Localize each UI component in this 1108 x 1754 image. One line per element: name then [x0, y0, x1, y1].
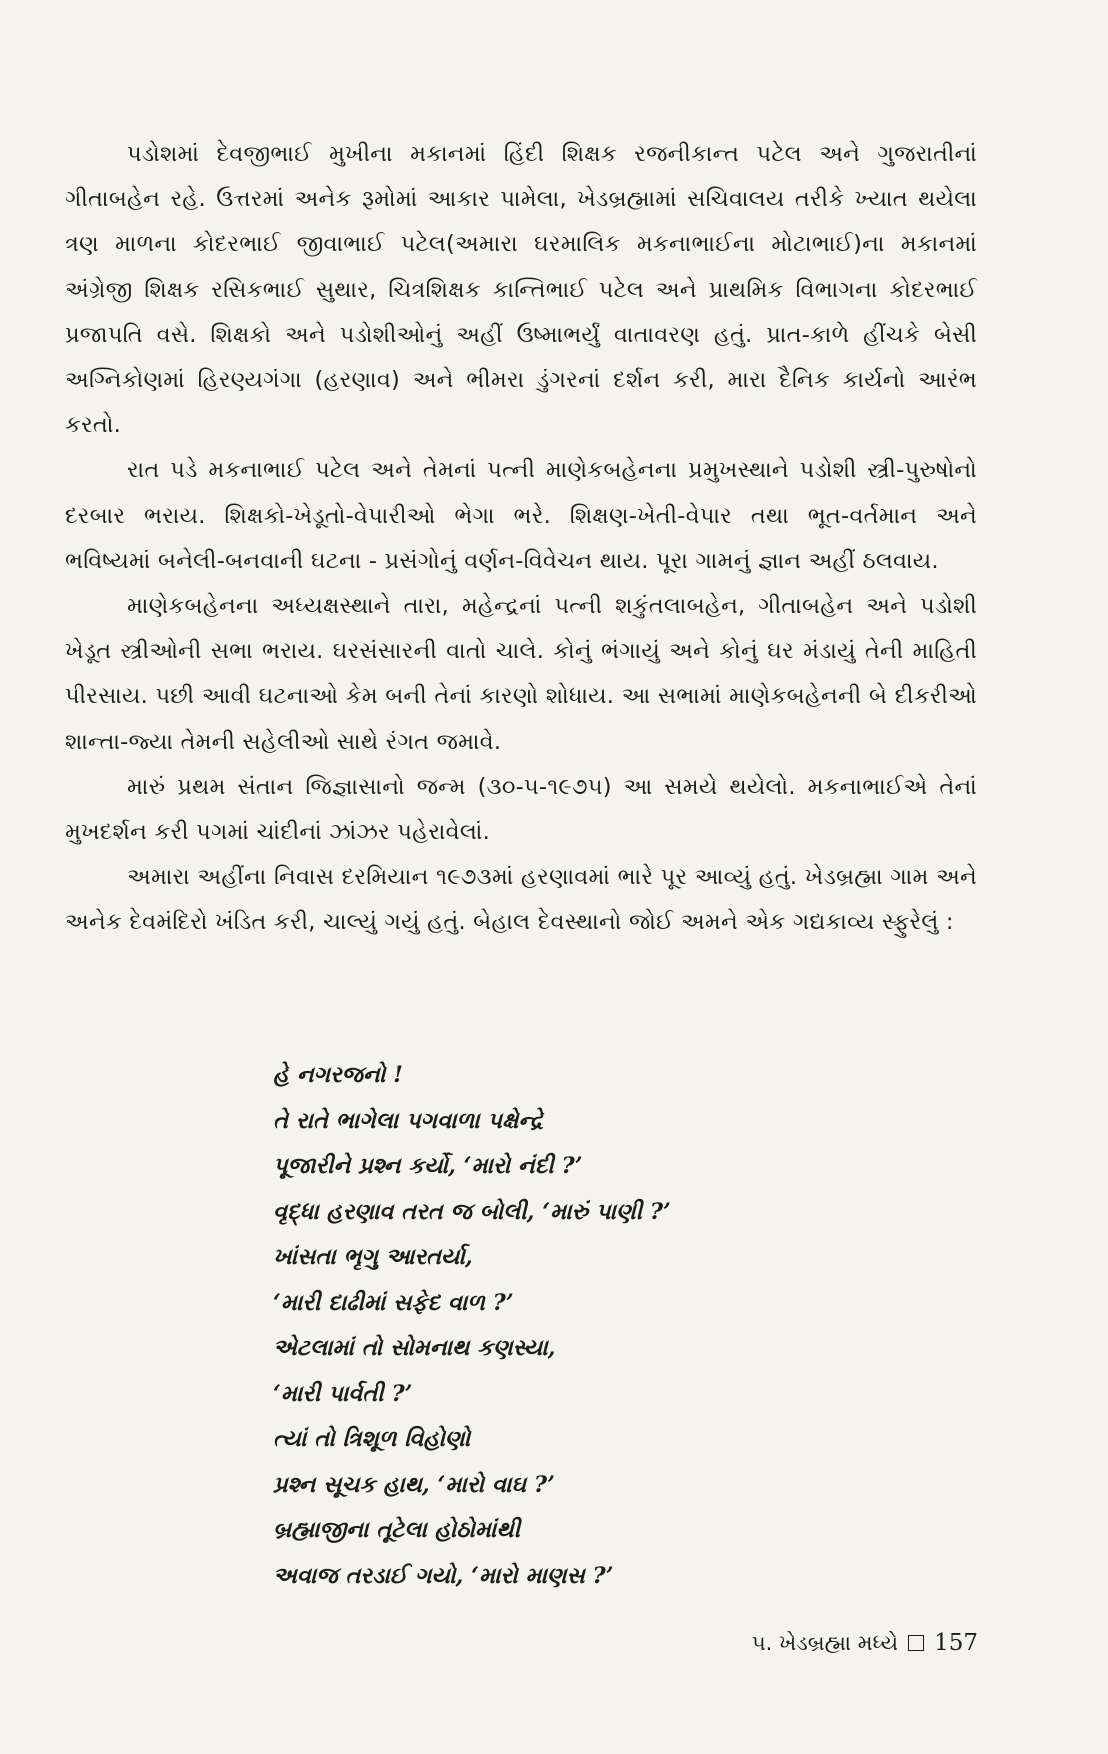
paragraph: રાત પડે મકનાભાઈ પટેલ અને તેમનાં પત્ની માણેકબહેનના પ્રમુખસ્થાને પડોશી સ્ત્રી-પુરુષોનો દરબાર ભરાય. શિક્ષકો-ખેડૂતો-વેપારીઓ ભેગા ભરે. શિક્ષણ-ખેતી-વેપાર તથા ભૂત-વર્તમાન અને ભવિષ્યમાં બનેલી-બનવાની ઘટના - પ્રસંગોનું વર્ણન-વિવેચન થાય. પૂરા ગામનું જ્ઞાન અહીં ઠલવાય.	[65, 457, 977, 574]
poem-line: વૃદ્ધા હરણાવ તરત જ બોલી, ‘મારું પાણી ?’	[273, 1198, 671, 1225]
page-number: 157	[934, 1630, 978, 1656]
poem-line: ‘મારી પાર્વતી ?’	[273, 1380, 413, 1407]
poem-line: તે રાતે ભાગેલા પગવાળા પક્ષેન્દ્રે	[273, 1107, 543, 1134]
poem-line: ત્યાં તો ત્રિશૂળ વિહોણો	[273, 1426, 471, 1452]
poem-block	[273, 1053, 793, 1599]
poem-line: ‘મારી દાઢીમાં સફેદ વાળ ?’	[273, 1289, 514, 1316]
box-icon	[908, 1635, 924, 1651]
paragraph: અમારા અહીંના નિવાસ દરમિયાન ૧૯૭૩માં હરણાવમાં ભારે પૂર આવ્યું હતું. ખેડબ્રહ્મા ગામ અને અનેક દેવમંદિરો ખંડિત કરી, ચાલ્યું ગયું હતું. બેહાલ દેવસ્થાનો જોઈ અમને એક ગદ્યકાવ્ય સ્ફુરેલું :	[65, 864, 977, 936]
poem-line: બ્રહ્માજીના તૂટેલા હોઠોમાંથી	[273, 1517, 521, 1543]
poem-line: પૂજારીને પ્રશ્ન કર્યો, ‘મારો નંદી ?’	[273, 1153, 583, 1179]
poem-line: એટલામાં તો સોમનાથ કણસ્યા,	[273, 1335, 556, 1361]
poem-line: અવાજ તરડાઈ ગયો, ‘મારો માણસ ?’	[273, 1562, 614, 1589]
poem-line: પ્રશ્ન સૂચક હાથ, ‘મારો વાઘ ?’	[273, 1471, 555, 1498]
poem-line: હે નગરજનો !	[273, 1062, 404, 1088]
chapter-title: ૫. ખેડબ્રહ્મા મધ્યે	[751, 1630, 899, 1655]
poem-line: ખાંસતા ભૃગુ આરતર્યા,	[273, 1244, 473, 1270]
paragraph: પડોશમાં દેવજીભાઈ મુખીના મકાનમાં હિંદી શિક્ષક રજનીકાન્ત પટેલ અને ગુજરાતીનાં ગીતાબહેન રહે. ઉત્તરમાં અનેક રૂમોમાં આકાર પામેલા, ખેડબ્રહ્મામાં સચિવાલય તરીકે ખ્યાત થયેલા ત્રણ માળના કોદરભાઈ જીવાભાઈ પટેલ(અમારા ઘરમાલિક મકનાભાઈના મોટાભાઈ)ના મકાનમાં અંગ્રેજી શિક્ષક રસિકભાઈ સુથાર, ચિત્રશિક્ષક કાન્તિભાઈ પટેલ અને પ્રાથમિક વિભાગના કોદરભાઈ પ્રજાપતિ વસે. શિક્ષકો અને પડોશીઓનું અહીં ઉષ્માભર્યું વાતાવરણ હતું. પ્રાત-કાળે હીંચકે બેસી અગ્નિકોણમાં હિરણ્યગંગા (હરણાવ) અને ભીમરા ડુંગરનાં દર્શન કરી, મારા દૈનિક કાર્યનો આરંભ કરતો.	[65, 141, 977, 439]
paragraph: માણેકબહેનના અધ્યક્ષસ્થાને તારા, મહેન્દ્રનાં પત્ની શકુંતલાબહેન, ગીતાબહેન અને પડોશી ખેડૂત સ્ત્રીઓની સભા ભરાય. ઘરસંસારની વાતો ચાલે. કોનું ભંગાયું અને કોનું ઘર મંડાયું તેની માહિતી પીરસાય. પછી આવી ઘટનાઓ કેમ બની તેનાં કારણો શોધાય. આ સભામાં માણેકબહેનની બે દીકરીઓ શાન્તા-જ્યા તેમની સહેલીઓ સાથે રંગત જમાવે.	[65, 593, 977, 755]
page-footer	[752, 1630, 978, 1656]
paragraph: મારું પ્રથમ સંતાન જિજ્ઞાસાનો જન્મ (૩૦-૫-૧૯૭૫) આ સમયે થયેલો. મકનાભાઈએ તેનાં મુખદર્શન કરી પગમાં ચાંદીનાં ઝાંઝર પહેરાવેલાં.	[65, 773, 977, 846]
body-text	[65, 132, 977, 946]
